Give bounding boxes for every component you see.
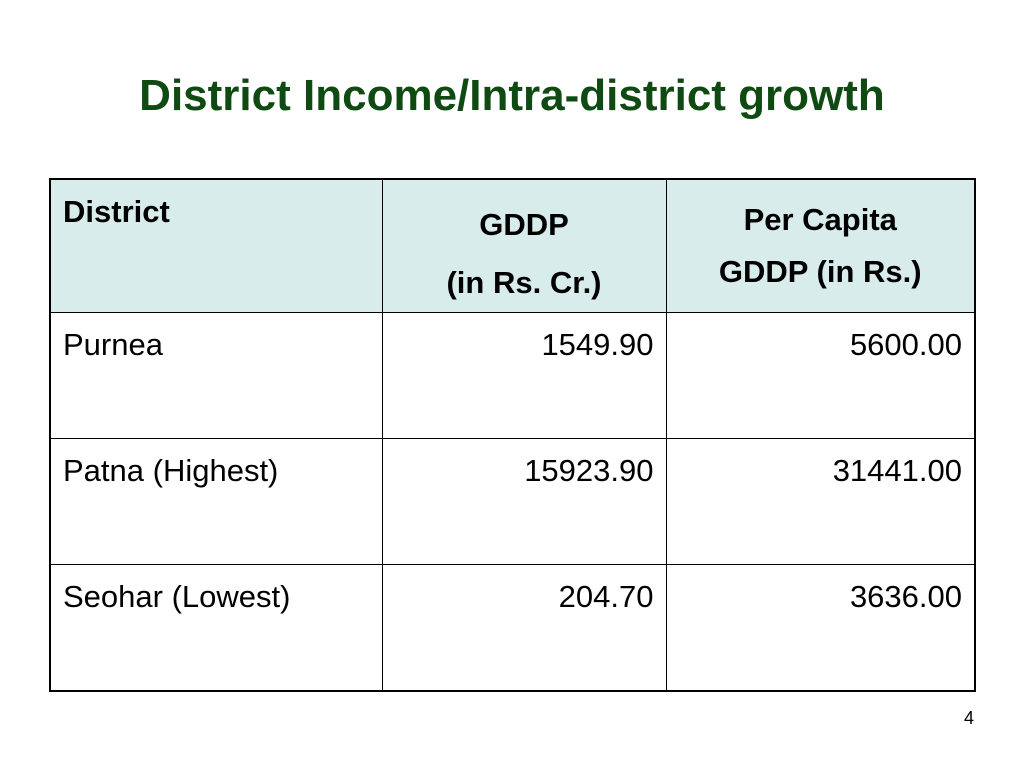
cell-per-capita-text: 31441.00	[832, 453, 962, 488]
cell-gddp-text: 1549.90	[541, 327, 654, 362]
cell-district-text: Seohar (Lowest)	[63, 579, 291, 614]
header-district	[50, 179, 382, 313]
header-gddp-label	[383, 180, 666, 312]
header-gddp-line2: (in Rs. Cr.)	[446, 265, 602, 300]
table-row	[50, 313, 975, 439]
district-income-table	[49, 178, 976, 692]
table-header	[50, 179, 975, 313]
cell-gddp	[382, 313, 666, 439]
cell-district-text: Purnea	[63, 327, 163, 362]
table-body	[50, 313, 975, 692]
cell-gddp-text: 15923.90	[524, 453, 654, 488]
slide-title: District Income/Intra-district growth	[139, 71, 885, 120]
header-district-label: District	[63, 194, 170, 229]
header-gddp-line1: GDDP	[479, 207, 569, 242]
table-row	[50, 565, 975, 692]
cell-district	[50, 565, 382, 692]
cell-per-capita-text: 3636.00	[849, 579, 962, 614]
cell-per-capita	[666, 565, 975, 692]
header-row	[50, 179, 975, 313]
header-per-capita-line2: GDDP (in Rs.)	[718, 254, 922, 289]
cell-district-text: Patna (Highest)	[63, 453, 279, 488]
header-per-capita-line1: Per Capita	[743, 202, 897, 237]
header-per-capita-label	[667, 180, 975, 298]
cell-gddp	[382, 565, 666, 692]
page-number: 4	[963, 708, 974, 728]
header-gddp	[382, 179, 666, 313]
cell-district	[50, 439, 382, 565]
cell-per-capita-text: 5600.00	[849, 327, 962, 362]
cell-per-capita	[666, 313, 975, 439]
header-per-capita	[666, 179, 975, 313]
cell-gddp-text: 204.70	[558, 579, 654, 614]
cell-gddp	[382, 439, 666, 565]
cell-district	[50, 313, 382, 439]
table-row	[50, 439, 975, 565]
cell-per-capita	[666, 439, 975, 565]
